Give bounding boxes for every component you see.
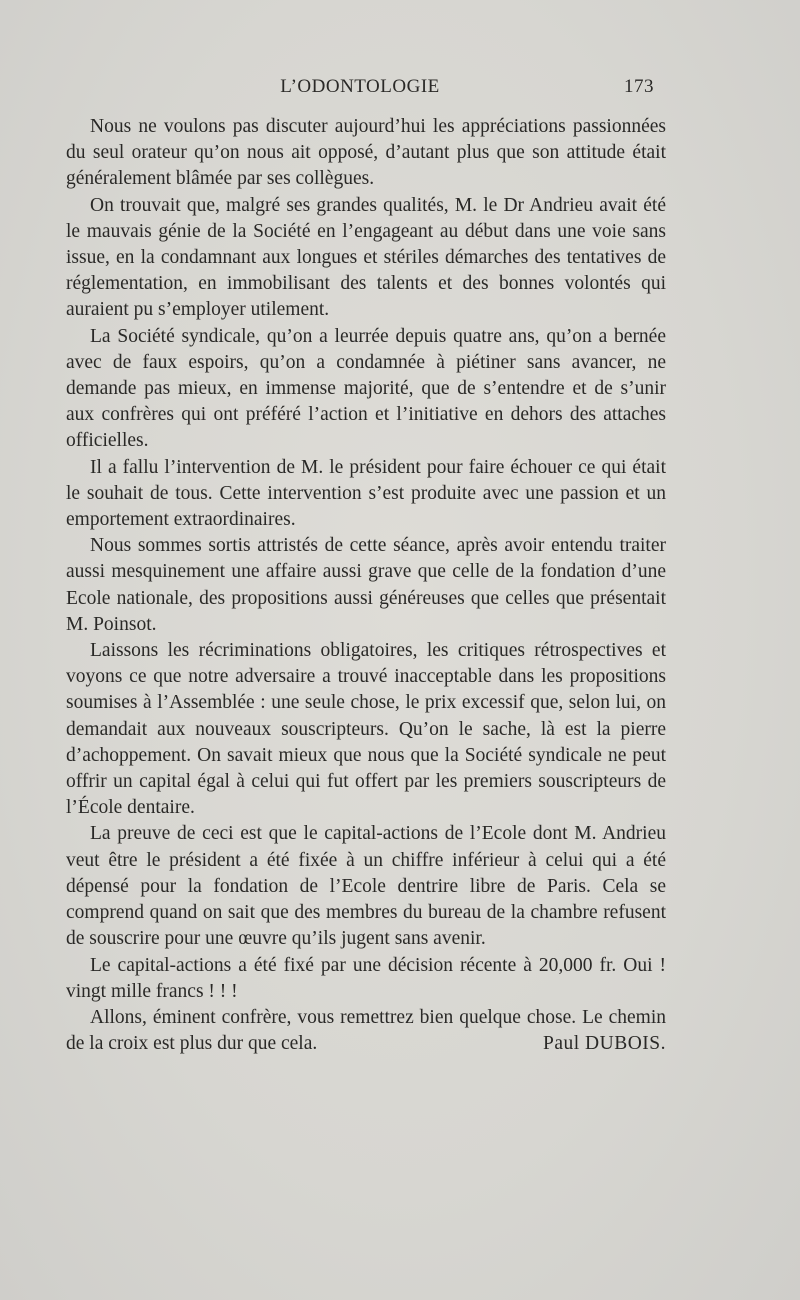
paragraph-6: Laissons les récriminations obligatoires, les critiques rétrospectives et voyons ce que notre adversaire a trouvé inacceptable dans les propositions soumises à l’Assemblée : une seule chose, le prix excessif que, selon lui, on demandait aux nouveaux souscripteurs. Qu’on le sache, là est la pierre d’achoppement. On savait mieux que nous que la Société syndicale ne peut offrir un capital égal à celui qui fut offert par les premiers souscripteurs de l’École dentaire. [66,640,666,819]
paragraph-3: La Société syndicale, qu’on a leurrée depuis quatre ans, qu’on a bernée avec de faux espoirs, qu’on a condamnée à piétiner sans avancer, ne demande pas mieux, en immense majorité, que de s’entendre et de s’unir aux confrères qui ont préféré l’action et l’initiative en dehors des attaches officielles. [66,325,666,452]
page-number: 173 [624,76,654,97]
paragraph-5: Nous sommes sortis attristés de cette séance, après avoir entendu traiter aussi mesquinement une affaire aussi grave que celle de la fondation d’une Ecole nationale, des propositions aussi généreuses que celles que présentait M. Poinsot. [66,535,666,635]
body-text [66,114,666,1057]
paragraph-8: Le capital-actions a été fixé par une décision récente à 20,000 fr. Oui ! vingt mille francs ! ! ! [66,954,666,1002]
paragraph-4: Il a fallu l’intervention de M. le président pour faire échouer ce qui était le souhait de tous. Cette intervention s’est produite avec une passion et un emportement extraordinaires. [66,456,666,531]
paragraph-1: Nous ne voulons pas discuter aujourd’hui les appréciations passionnées du seul orateur qu’on nous ait opposé, d’autant plus que son attitude était généralement blâmée par ses collègues. [66,116,666,190]
closing-text: Allons, éminent confrère, vous remettrez bien quelque chose. Le chemin de la croix est plus dur que cela. [66,1006,666,1055]
paragraph-7: La preuve de ceci est que le capital-actions de l’Ecole dont M. Andrieu veut être le président a été fixée à un chiffre inférieur à celui qui a été dépensé pour la fondation de l’Ecole dentrire libre de Paris. Cela se comprend quand on sait que des membres du bureau de la chambre refusent de souscrire pour une œuvre qu’ils jugent sans avenir. [66,823,666,950]
running-title: L’ODONTOLOGIE [280,76,440,97]
closing-paragraph [66,1005,666,1057]
author-signature: Paul DUBOIS. [542,1033,666,1055]
page-header [66,76,654,102]
paragraph-2: On trouvait que, malgré ses grandes qualités, M. le Dr Andrieu avait été le mauvais génie de la Société en l’engageant au début dans une voie sans issue, en la condamnant aux longues et stériles démarches des tentatives de réglementation, en immobilisant des talents et des bonnes volontés qui auraient pu s’employer utilement. [66,194,666,321]
